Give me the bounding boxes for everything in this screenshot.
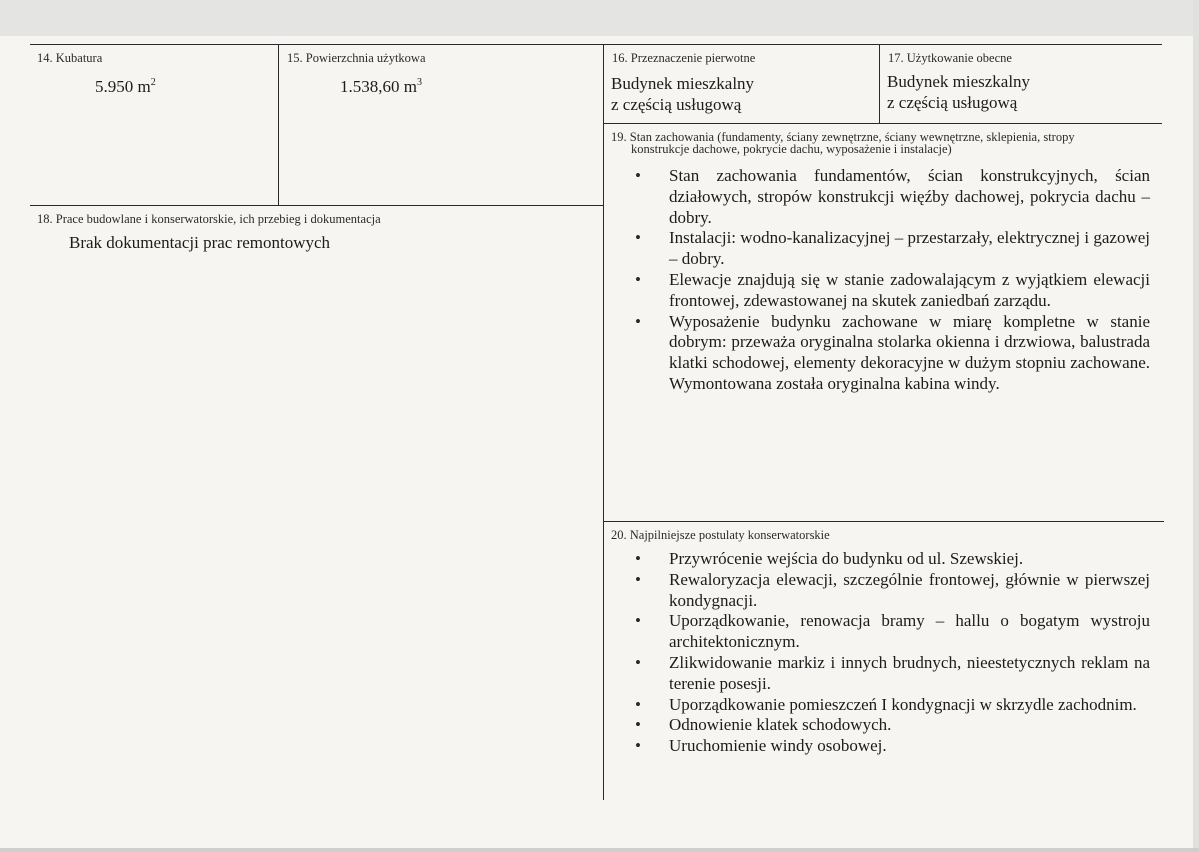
kubatura-value: 5.950 m: [95, 77, 151, 96]
section-14-label: 14. Kubatura: [37, 51, 103, 65]
section-20-label: 20. Najpilniejsze postulaty konserwatorskie: [611, 528, 830, 542]
list-item: [633, 312, 1150, 395]
section-19-label-line1: 19. Stan zachowania (fundamenty, ściany zewnętrzne, ściany wewnętrzne, sklepienia, stropy: [611, 130, 1075, 144]
divider-14-15: [278, 44, 279, 205]
list-item-text: Zlikwidowanie markiz i innych brudnych, nieestetycznych reklam na terenie posesji.: [669, 652, 1150, 693]
section-20-list: [633, 549, 1150, 757]
scan-top-band: [0, 0, 1199, 36]
rule-below-16-17: [604, 123, 1162, 124]
top-rule-left: [30, 44, 603, 45]
main-divider: [603, 44, 604, 800]
rule-above-20: [604, 521, 1164, 522]
list-item-text: Odnowienie klatek schodowych.: [669, 715, 892, 735]
list-item-text: Przywrócenie wejścia do budynku od ul. Szewskiej.: [669, 549, 1024, 568]
section-15-label: 15. Powierzchnia użytkowa: [287, 51, 426, 65]
list-item-text: Wyposażenie budynku zachowane w miarę kompletne w stanie dobrym: przeważa oryginalna stolarka okienna i drzwiowa, balustrada klatki schodowej, elementy dekoracyjne w dużym stopniu zachowane. Wymontowana została oryginalna kabina windy.: [669, 311, 1150, 393]
top-rule-right: [604, 44, 1162, 45]
powierzchnia-value: 1.538,60 m: [340, 77, 417, 96]
list-item: [633, 611, 1150, 653]
section-14-value: [95, 76, 156, 97]
list-item-text: Stan zachowania fundamentów, ścian konstrukcyjnych, ścian działowych, stropów konstrukcji więźby dachowej, pokrycia dachu – dobry.: [669, 166, 1150, 227]
list-item-text: Instalacji: wodno-kanalizacyjnej – przestarzały, elektrycznej i gazowej – dobry.: [669, 228, 1150, 269]
divider-16-17: [879, 44, 880, 123]
list-item-text: Rewaloryzacja elewacji, szczególnie frontowej, głównie w pierwszej kondygnacji.: [669, 569, 1150, 610]
list-item: [633, 570, 1150, 612]
section-18-label: 18. Prace budowlane i konserwatorskie, ich przebieg i dokumentacja: [37, 212, 381, 226]
list-item-text: Uruchomienie windy osobowej.: [669, 736, 887, 756]
list-item-text: Uporządkowanie pomieszczeń I kondygnacji w skrzydle zachodnim.: [669, 694, 1137, 714]
section-17-label: 17. Użytkowanie obecne: [888, 51, 1012, 65]
rule-above-18: [30, 205, 603, 206]
list-item: [633, 270, 1150, 312]
list-item: [633, 166, 1150, 228]
section-16-line1: Budynek mieszkalny: [611, 74, 755, 93]
list-item: [633, 653, 1150, 695]
section-19-label-line2: konstrukcje dachowe, pokrycie dachu, wyposażenie i instalacje): [631, 142, 952, 156]
scan-bottom-edge: [0, 848, 1199, 852]
powierzchnia-unit-exponent: 3: [416, 77, 422, 88]
list-item-text: Uporządkowanie, renowacja bramy – hallu o bogatym wystroju architektonicznym.: [669, 611, 1150, 652]
list-item: [633, 695, 1150, 716]
scan-right-edge: [1193, 0, 1199, 852]
section-16-line2: z częścią usługową: [611, 95, 742, 114]
list-item-text: Elewacje znajdują się w stanie zadowalającym z wyjątkiem elewacji frontowej, zdewastowanej na skutek zaniedbań zarządu.: [669, 269, 1150, 310]
list-item: [633, 549, 1150, 570]
kubatura-unit-exponent: 2: [150, 77, 156, 88]
section-17-line2: z częścią usługową: [887, 93, 1018, 112]
list-item: [633, 715, 1150, 736]
section-19-list: [633, 166, 1150, 395]
section-17-line1: Budynek mieszkalny: [887, 72, 1031, 91]
section-15-value: [340, 76, 422, 97]
list-item: [633, 228, 1150, 270]
list-item: [633, 736, 1150, 757]
section-16-label: 16. Przeznaczenie pierwotne: [612, 51, 756, 65]
section-18-value: Brak dokumentacji prac remontowych: [69, 233, 331, 252]
